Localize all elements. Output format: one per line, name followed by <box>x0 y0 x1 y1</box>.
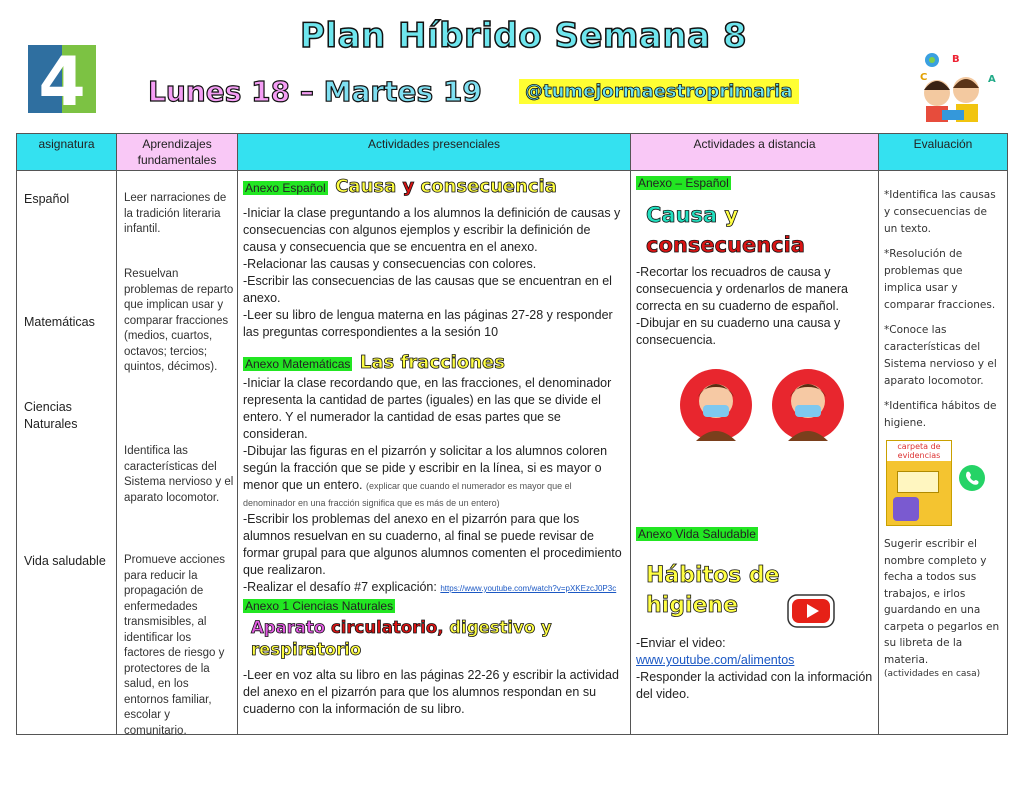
tag-anexo-ciencias: Anexo 1 Ciencias Naturales <box>245 599 394 613</box>
mat-line-4: -Realizar el desafío #7 explicación: https://www.youtube.com/watch?v=pXKEzcJ0P3c <box>243 580 617 594</box>
dist-line-1: -Recortar los recuadros de causa y consecuencia y ordenarlos de manera correcta en su cuaderno de español. <box>636 265 848 313</box>
plan-table <box>16 133 1008 735</box>
esp-line-4: -Leer su libro de lengua materna en las páginas 27-28 y responder las preguntas correspondientes a la sesión 10 <box>243 308 613 339</box>
video-label: -Enviar el video: <box>636 636 726 650</box>
header-presenciales: Actividades presenciales <box>238 134 631 171</box>
presenciales-cell <box>238 171 631 735</box>
aprendizajes-cell <box>117 171 238 735</box>
folder-evidencias-image: carpeta de evidencias <box>886 440 952 526</box>
eval-suggestion: Sugerir escribir el nombre completo y fecha a todos sus trabajos, e irlos guardando en una carpeta o pegarlos en su libreta de la materia. <box>884 538 1000 666</box>
video-link[interactable]: www.youtube.com/alimentos <box>636 653 795 667</box>
heading-fracciones: Las fracciones <box>359 352 505 373</box>
tag-anexo-espanol: Anexo Español <box>245 181 326 195</box>
desafio-link[interactable]: https://www.youtube.com/watch?v=pXKEzcJ0P3c <box>440 584 617 593</box>
aprendizaje-espanol: Leer narraciones de la tradición literaria infantil. <box>124 192 227 235</box>
heading-aparatos: Aparato circulatorio, digestivo y respiratorio <box>251 618 552 659</box>
subject-espanol: Español <box>24 192 70 206</box>
dist-line-2: -Dibujar en su cuaderno una causa y consecuencia. <box>636 316 841 347</box>
dist-line-last: -Responder la actividad con la información del video. <box>636 670 873 701</box>
masked-faces-illustration <box>636 363 872 449</box>
eval-item-1: *Identifica las causas y consecuencias de un texto. <box>884 189 996 235</box>
heading-causa-consecuencia: Causa y consecuencia <box>335 176 557 197</box>
table-header-row <box>17 134 1008 171</box>
mat-line-1: -Iniciar la clase recordando que, en las fracciones, el denominador representa la cantidad de partes (iguales) en las que se divide el entero. Y el numerador la cantidad de esas partes que se consideran. <box>243 376 612 441</box>
header-asignatura: asignatura <box>17 134 117 171</box>
heading-habitos-higiene: Hábitos de higiene <box>646 563 780 618</box>
subject-ciencias: Ciencias Naturales <box>24 400 78 431</box>
header-aprendizajes: Aprendizajes fundamentales <box>117 134 238 171</box>
mat-line-3: -Escribir los problemas del anexo en el pizarrón para que los alumnos resuelvan en su cuaderno, al final se puede revisar de formar grupal para que algunos alumnos comenten el procedimiento que realizaron. <box>243 512 622 577</box>
esp-line-1: -Iniciar la clase preguntando a los alumnos la definición de causas y consecuencias con algunos ejemplos y escribir la definición de causa y consecuencia que se encuentra en el anexo. <box>243 206 621 254</box>
whatsapp-icon <box>957 463 987 493</box>
heading-causa-consecuencia-distancia: Causa y consecuencia <box>646 203 805 257</box>
evaluacion-cell <box>879 171 1008 735</box>
svg-text:4: 4 <box>38 45 86 113</box>
subject-matematicas: Matemáticas <box>24 315 95 329</box>
subject-vida-saludable: Vida saludable <box>24 554 106 568</box>
tag-anexo-vida-saludable: Anexo Vida Saludable <box>638 527 756 541</box>
aprendizaje-ciencias: Identifica las características del Sistema nervioso y el aparato locomotor. <box>124 445 234 504</box>
aprendizaje-vida-saludable: Promueve acciones para reducir la propagación de enfermedades transmisibles, al identificar los factores de riesgo y protectores de la salud, en los entornos familiar, escolar y comunitario. <box>124 554 225 737</box>
tag-anexo-matematicas: Anexo Matemáticas <box>245 357 351 371</box>
eval-item-4: *Identifica hábitos de higiene. <box>884 400 997 429</box>
cn-line: -Leer en voz alta su libro en las páginas 22-26 y escribir la actividad del anexo en el pizarrón para que los alumnos respondan en su cuaderno con la información de su libro. <box>243 668 619 716</box>
eval-item-3: *Conoce las características del Sistema nervioso y el aparato locomotor. <box>884 324 997 387</box>
page-title: Plan Híbrido Semana 8 <box>300 16 748 56</box>
eval-note: (actividades en casa) <box>884 669 981 679</box>
eval-item-2: *Resolución de problemas que implica usar y comparar fracciones. <box>884 248 996 311</box>
subjects-cell <box>17 171 117 735</box>
table-row <box>17 171 1008 735</box>
esp-line-3: -Escribir las consecuencias de las causas que se encuentran en el anexo. <box>243 274 612 305</box>
header-evaluacion: Evaluación <box>879 134 1008 171</box>
mat-line-2: -Dibujar las figuras en el pizarrón y solicitar a los alumnos coloren según la fracción que se pide y escribir en la línea, si es mayor o menor que un entero. (explicar que cuando el numerador es mayor que el denominador en una fracción significa que es más de un entero) <box>243 444 608 508</box>
logo-4-icon <box>28 45 96 113</box>
svg-text:B: B <box>952 54 960 65</box>
header-distancia: Actividades a distancia <box>631 134 879 171</box>
distancia-cell <box>631 171 879 735</box>
tag-anexo-espanol-distancia: Anexo – Español <box>638 176 729 190</box>
svg-text:C: C <box>920 72 928 83</box>
social-handle: @tumejormaestroprimaria <box>519 79 799 104</box>
esp-line-2: -Relacionar las causas y consecuencias con colores. <box>243 257 537 271</box>
aprendizaje-matematicas: Resuelvan problemas de reparto que implican usar y comparar fracciones (medios, cuartos, octavos; tercios; quintos, décimos). <box>124 268 234 373</box>
svg-text:A: A <box>988 74 996 85</box>
days-subtitle: Lunes 18 – Martes 19 <box>148 75 482 108</box>
kids-reading-illustration <box>902 48 998 128</box>
mat-note: (explicar que cuando el numerador es mayor que el denominador en una fracción significa que es más de un entero) <box>243 481 572 508</box>
youtube-icon <box>786 591 838 631</box>
